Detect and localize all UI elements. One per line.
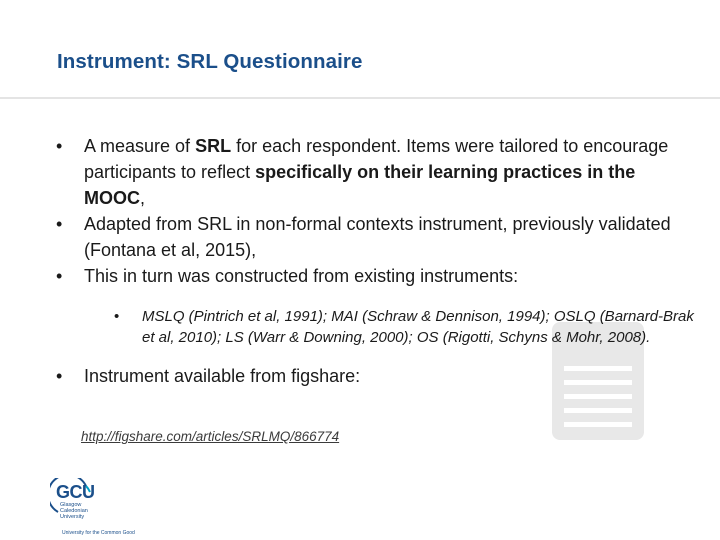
- bullet-text: for each respondent. Items were tailored to encourage participants to reflect: [84, 136, 669, 182]
- sub-bullet-item: [56, 307, 696, 348]
- bullet-marker: •: [114, 308, 120, 325]
- bullet-item: [56, 363, 696, 389]
- gcu-logo: [50, 478, 162, 536]
- bullet-marker: •: [56, 266, 63, 286]
- logo-university-name: Glasgow Caledonian University: [60, 502, 88, 520]
- bullet-text: ,: [140, 188, 146, 208]
- bullet-text: Adapted from SRL in non-formal contexts instrument, previously validated (Fontana et al, 2015),: [84, 214, 671, 260]
- bullet-bold-text: SRL: [195, 136, 232, 156]
- bullet-marker: •: [56, 214, 63, 234]
- bullet-list: [56, 133, 696, 389]
- logo-tagline: University for the Common Good: [62, 530, 135, 536]
- sub-bullet-text: MSLQ (Pintrich et al, 1991); MAI (Schraw & Dennison, 1994); OSLQ (Barnard-Brak et al, 2010); LS (Warr & Downing, 2000); OS (Rigotti, Schyns & Mohr, 2008).: [142, 308, 694, 346]
- bullet-marker: •: [56, 366, 63, 386]
- bullet-item: [56, 211, 696, 263]
- slide-title: Instrument: SRL Questionnaire: [57, 50, 363, 73]
- figshare-link[interactable]: http://figshare.com/articles/SRLMQ/866774: [81, 429, 340, 444]
- bullet-text: This in turn was constructed from existing instruments:: [84, 266, 519, 286]
- bullet-bold-text: specifically on their learning practices in the MOOC: [84, 162, 636, 208]
- bullet-item: [56, 133, 696, 211]
- bullet-text: Instrument available from figshare:: [84, 366, 361, 386]
- logo-mark: GCU: [56, 482, 95, 502]
- bullet-item: [56, 263, 696, 289]
- bullet-marker: •: [56, 136, 63, 156]
- bullet-text: A measure of: [84, 136, 196, 156]
- title-divider: [0, 97, 720, 99]
